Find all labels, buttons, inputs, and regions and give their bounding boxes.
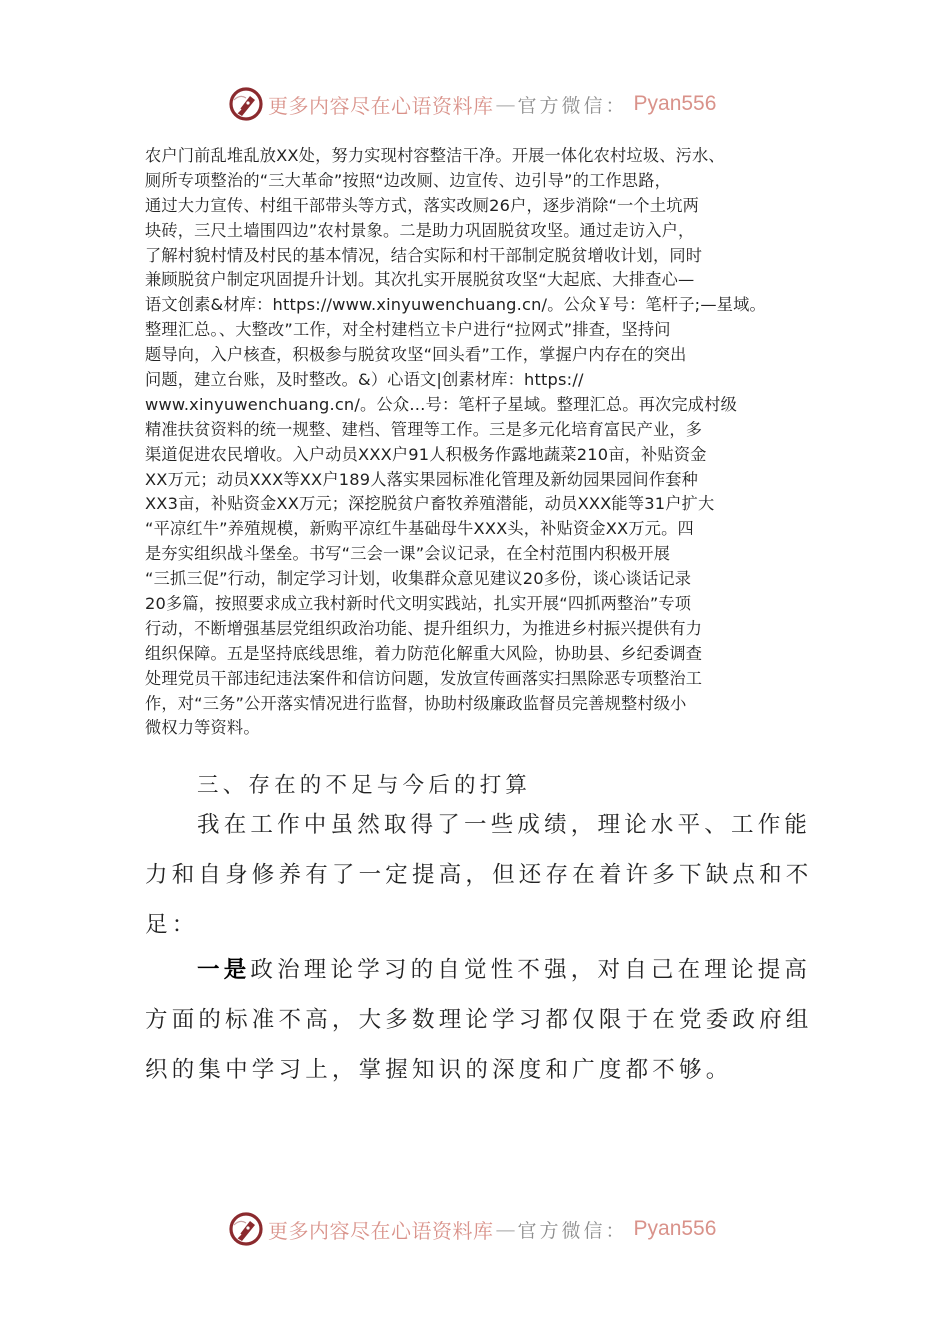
banner-dash: — bbox=[495, 1217, 516, 1241]
section-title: 三、存在的不足与今后的打算 bbox=[197, 773, 532, 798]
text-line: 是夯实组织战斗堡垒。书写“三会一课”会议记录，在全村范围内积极开展 bbox=[145, 544, 671, 564]
text-line: 通过大力宣传、村组干部带头等方式，落实改厕26户，逐步消除“一个土坑两 bbox=[145, 195, 699, 215]
text-line: 处理党员干部违纪违法案件和信访问题，发放宣传画落实扫黑除恶专项整治工 bbox=[145, 668, 703, 688]
text-line: 渠道促进农民增收。入户动员XXX户91人积极务作露地蔬菜210亩，补贴资金 bbox=[145, 444, 707, 464]
text-line: XX万元；动员XXX等XX户189人落实果园标准化管理及新幼园果园间作套种 bbox=[145, 469, 698, 489]
text-line: 精准扶贫资料的统一规整、建档、管理等工作。三是多元化培育富民产业，多 bbox=[145, 419, 703, 439]
wechat-id: Pyan556 bbox=[633, 92, 717, 115]
point-one-paragraph bbox=[145, 945, 813, 1095]
text-line: 题导向，入户核查，积极参与脱贫攻坚“回头看”工作，掌握户内存在的突出 bbox=[145, 345, 687, 365]
pen-nib-logo-icon bbox=[228, 86, 264, 122]
text-line: 农户门前乱堆乱放XX处，努力实现村容整洁干净。开展一体化农村垃圾、污水、 bbox=[145, 146, 725, 165]
text-line: 方面的标准不高，大多数理论学习都仅限于在党委政府组 bbox=[145, 1007, 813, 1033]
wechat-label: 官方微信： bbox=[517, 94, 628, 117]
text-line: 组织保障。五是坚持底线思维，着力防范化解重大风险，协助县、乡纪委调查 bbox=[145, 643, 703, 663]
text-line: 兼顾脱贫户制定巩固提升计划。其次扎实开展脱贫攻坚“大起底、大排查心— bbox=[145, 270, 695, 290]
text-line: 厕所专项整治的“三大革命”按照“边改厕、边宣传、边引导”的工作思路， bbox=[145, 170, 671, 190]
text-line: 20多篇，按照要求成立我村新时代文明实践站，扎实开展“四抓两整治”专项 bbox=[145, 594, 692, 614]
banner-dash: — bbox=[495, 92, 516, 116]
site-name: 更多内容尽在心语资料库 bbox=[268, 93, 494, 118]
body-paragraph bbox=[145, 144, 817, 741]
text-line: 行动，不断增强基层党组织政治功能、提升组织力，为推进乡村振兴提供有力 bbox=[145, 618, 703, 638]
text-line: 问题，建立台账，及时整改。&）心语文|创素材库：https:// bbox=[145, 370, 584, 390]
text-line: www.xinyuwenchuang.cn/。公众…号：笔杆子星域。整理汇总。再次完成村级 bbox=[145, 394, 737, 414]
text-line: “平凉红牛”养殖规模，新购平凉红牛基础母牛XXX头，补贴资金XX万元。四 bbox=[145, 519, 694, 539]
text-line: “三抓三促”行动，制定学习计划，收集群众意见建议20多份，谈心谈话记录 bbox=[145, 569, 692, 589]
text-line: 了解村貌村情及村民的基本情况，结合实际和村干部制定脱贫增收计划，同时 bbox=[145, 245, 703, 265]
text-line: 我在工作中虽然取得了一些成绩，理论水平、工作能 bbox=[197, 812, 812, 838]
pen-nib-logo-icon bbox=[228, 1211, 264, 1247]
text-line: 织的集中学习上，掌握知识的深度和广度都不够。 bbox=[145, 1057, 733, 1083]
text-line: 块砖，三尺土墙围四边”农村景象。二是助力巩固脱贫攻坚。通过走访入户， bbox=[145, 220, 695, 240]
header-banner bbox=[228, 84, 716, 124]
wechat-id: Pyan556 bbox=[633, 1217, 717, 1240]
footer-banner bbox=[228, 1209, 716, 1249]
text-line: 整理汇总。、大整改”工作，对全村建档立卡户进行“拉网式”排查，坚持问 bbox=[145, 320, 671, 340]
text-line: 力和自身修养有了一定提高，但还存在着许多下缺点和不 bbox=[145, 862, 813, 888]
point-lead: 一是 bbox=[197, 957, 251, 983]
text-line bbox=[145, 945, 812, 995]
point-text: 政治理论学习的自觉性不强，对自己在理论提高 bbox=[250, 957, 812, 983]
text-line: 微权力等资料。 bbox=[145, 718, 260, 738]
text-line: XX3亩，补贴资金XX万元；深挖脱贫户畜牧养殖潜能，动员XXX能等31户扩大 bbox=[145, 494, 715, 514]
text-line: 足： bbox=[145, 912, 199, 938]
section-heading bbox=[145, 771, 805, 801]
site-name: 更多内容尽在心语资料库 bbox=[268, 1218, 494, 1243]
wechat-label: 官方微信： bbox=[517, 1219, 628, 1242]
intro-paragraph bbox=[145, 800, 813, 950]
text-line: 语文创素&材库：https://www.xinyuwenchuang.cn/。公众￥号：笔杆子;—星域。 bbox=[145, 295, 766, 315]
text-line: 作，对“三务”公开落实情况进行监督，协助村级廉政监督员完善规整村级小 bbox=[145, 693, 687, 713]
